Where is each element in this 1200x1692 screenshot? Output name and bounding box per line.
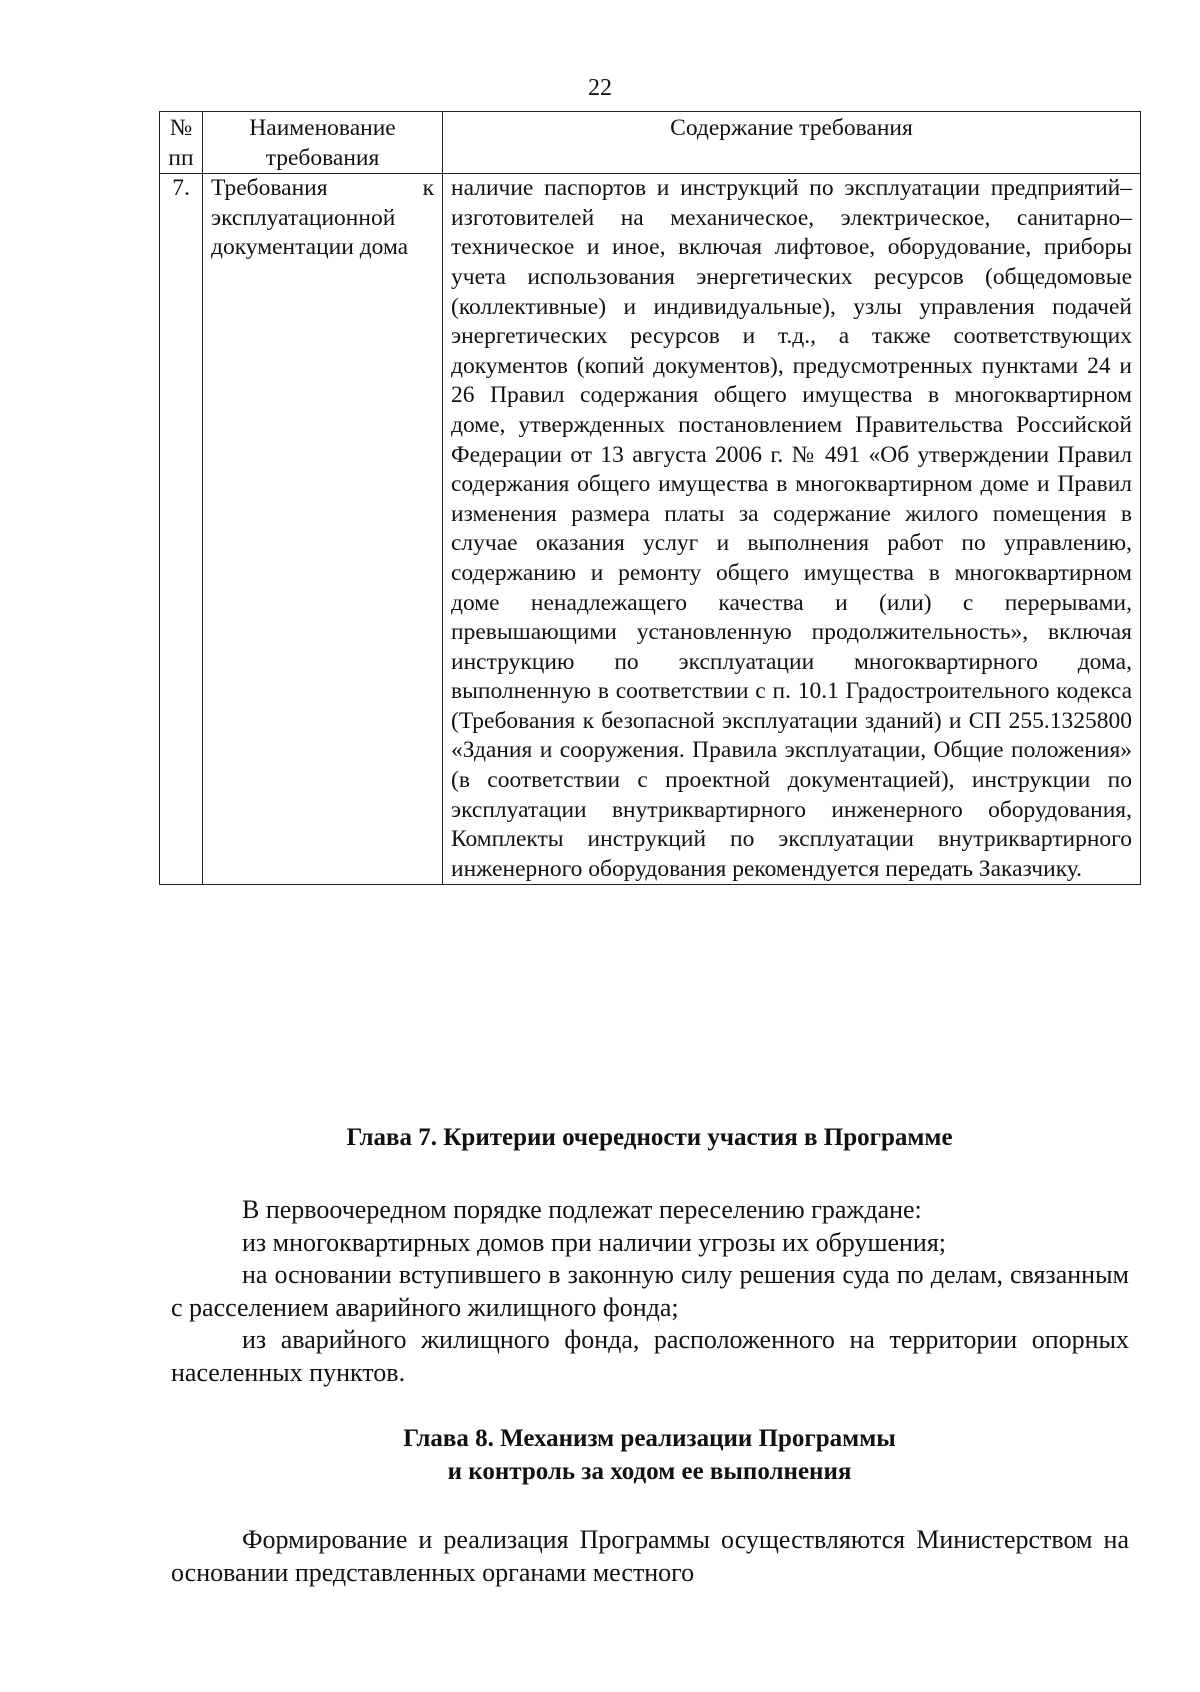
chapter-8-title-line-2: и контроль за ходом ее выполнения bbox=[447, 1458, 852, 1485]
chapter-7-body bbox=[171, 1194, 1129, 1390]
chapter-8-title-line-1: Глава 8. Механизм реализации Программы bbox=[403, 1425, 896, 1452]
chapter-7-paragraph: В первоочередном порядке подлежат переселению граждане: bbox=[242, 1195, 922, 1224]
row-requirement-name: Требования к эксплуатационной документации дома bbox=[203, 174, 443, 885]
header-number: № пп bbox=[160, 112, 203, 174]
row-requirement-content: наличие паспортов и инструкций по эксплуатации предприятий–изготовителей на механическое, электрическое, санитарно–техническое и иное, включая лифтовое, оборудование, приборы учета использования энергетических ресурсов (общедомовые (коллективные) и индивидуальные), узлы управления подачей энергетических ресурсов и т.д., а также соответствующих документов (копий документов), предусмотренных пунктами 24 и 26 Правил содержания общего имущества в многоквартирном доме, утвержденных постановлением Правительства Российской Федерации от 13 августа 2006 г. № 491 «Об утверждении Правил содержания общего имущества в многоквартирном доме и Правил изменения размера платы за содержание жилого помещения в случае оказания услуг и выполнения работ по управлению, содержанию и ремонту общего имущества в многоквартирном доме ненадлежащего качества и (или) с перерывами, превышающими установленную продолжительность», включая инструкцию по эксплуатации многоквартирного дома, выполненную в соответствии с п. 10.1 Градостроительного кодекса (Требования к безопасной эксплуатации зданий) и СП 255.1325800 «Здания и сооружения. Правила эксплуатации, Общие положения» (в соответствии с проектной документацией), инструкции по эксплуатации внутриквартирного инженерного оборудования, Комплекты инструкций по эксплуатации внутриквартирного инженерного оборудования рекомендуется передать Заказчику. bbox=[443, 174, 1141, 885]
chapter-7-paragraph: из аварийного жилищного фонда, расположенного на территории опорных населенных пунктов. bbox=[171, 1325, 1129, 1387]
row-number: 7. bbox=[160, 174, 203, 885]
chapter-8-title bbox=[159, 1422, 1140, 1488]
chapter-7-paragraph: из многоквартирных домов при наличии угрозы их обрушения; bbox=[242, 1227, 947, 1257]
chapter-7-paragraph: на основании вступившего в законную силу решения суда по делам, связанным с расселением аварийного жилищного фонда; bbox=[171, 1260, 1129, 1322]
header-requirement-name: Наименование требования bbox=[203, 112, 443, 174]
chapter-7-title: Глава 7. Критерии очередности участия в Программе bbox=[346, 1124, 953, 1151]
requirements-table bbox=[159, 111, 1141, 885]
chapter-8-paragraph: Формирование и реализация Программы осуществляются Министерством на основании представленных органами местного bbox=[171, 1525, 1129, 1587]
page-number: 22 bbox=[588, 75, 612, 101]
table-row bbox=[160, 174, 1141, 885]
table-header-row bbox=[160, 112, 1141, 174]
chapter-8-body bbox=[171, 1524, 1129, 1589]
header-requirement-content: Содержание требования bbox=[443, 112, 1141, 174]
